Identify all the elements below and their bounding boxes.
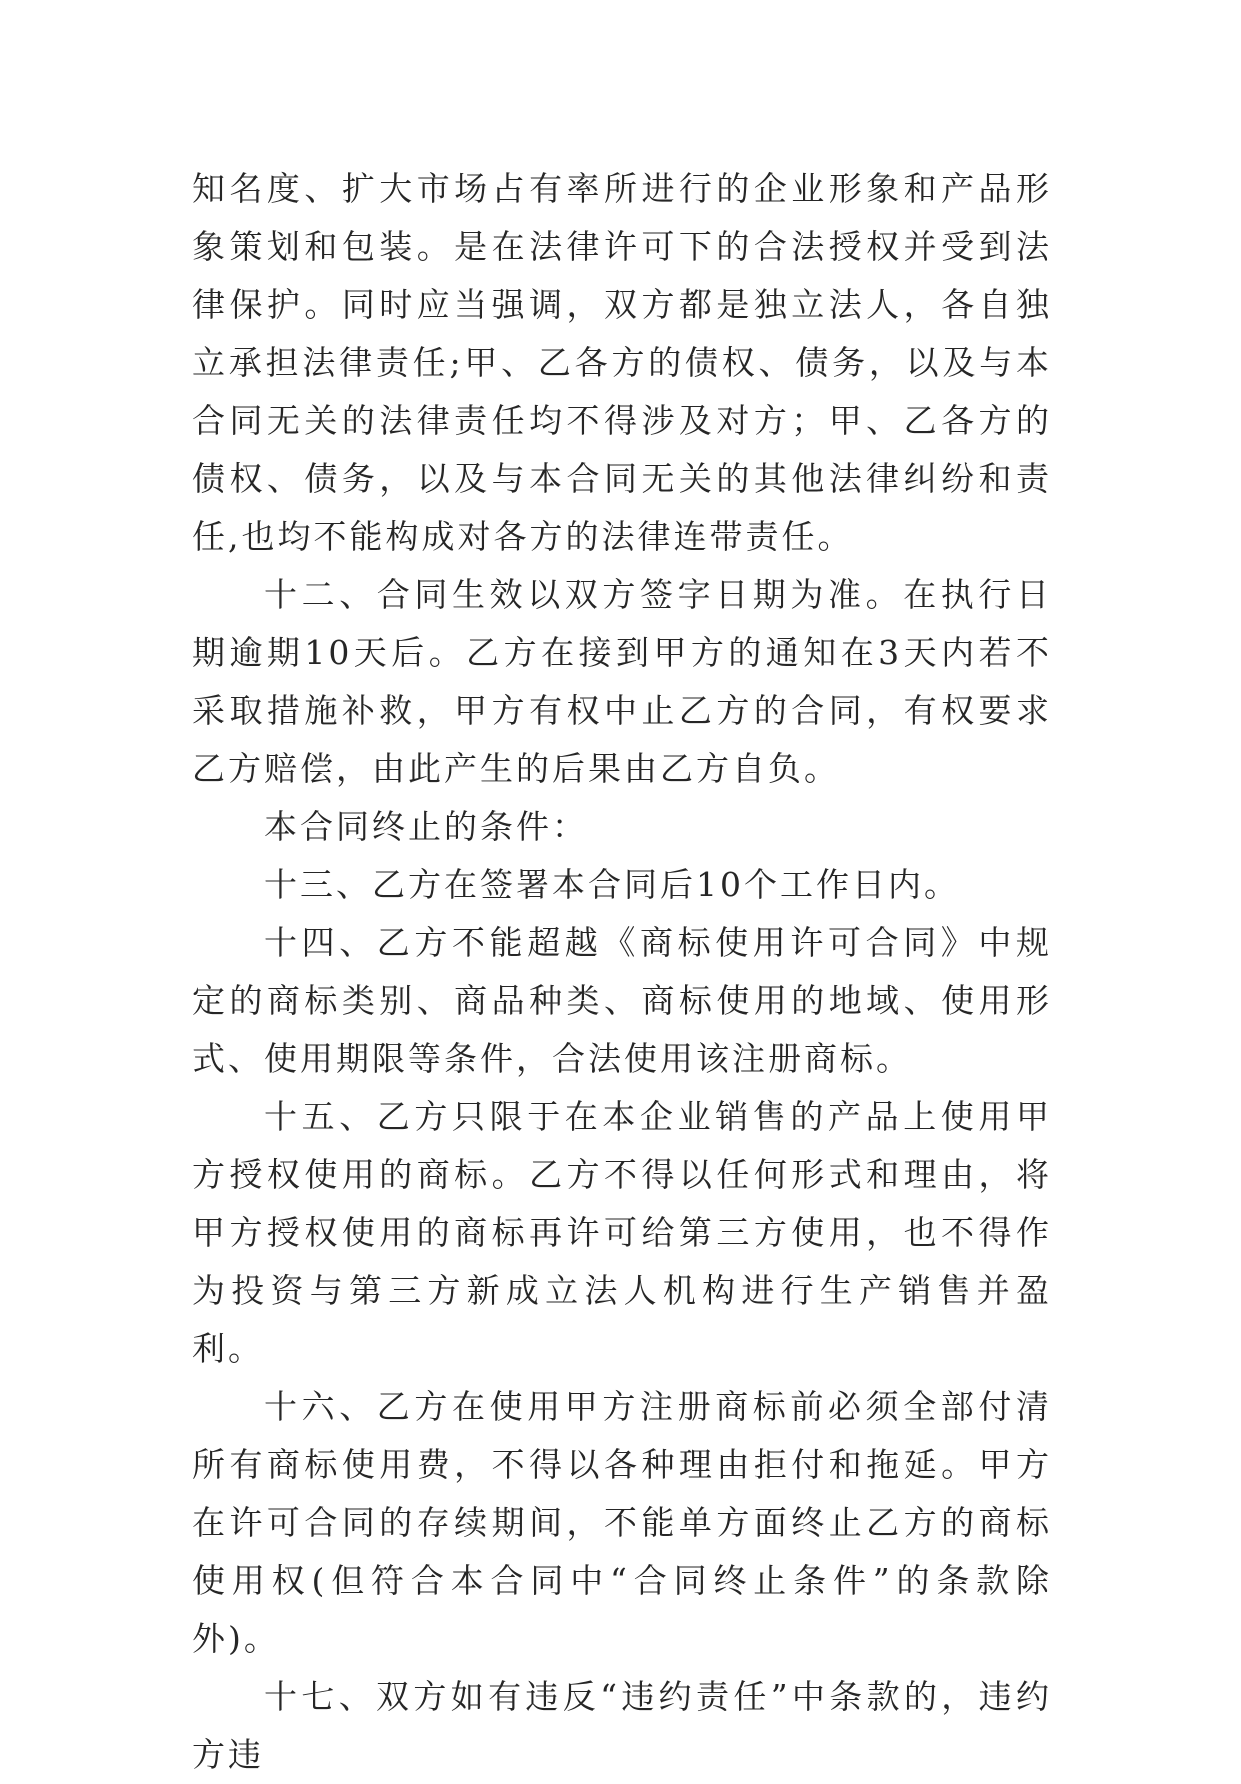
paragraph-clause-15: 十五、乙方只限于在本企业销售的产品上使用甲方授权使用的商标。乙方不得以任何形式和理由，将甲方授权使用的商标再许可给第三方使用，也不得作为投资与第三方新成立法人机构进行生产销售并盈利。 — [192, 1097, 1052, 1368]
document-body — [192, 160, 1052, 1784]
paragraph-continuation: 知名度、扩大市场占有率所进行的企业形象和产品形象策划和包装。是在法律许可下的合法授权并受到法律保护。同时应当强调，双方都是独立法人，各自独立承担法律责任;甲、乙各方的债权、债务，以及与本合同无关的法律责任均不得涉及对方；甲、乙各方的债权、债务，以及与本合同无关的其他法律纠纷和责任,也均不能构成对各方的法律连带责任。 — [192, 169, 1052, 556]
paragraph-clause-13: 十三、乙方在签署本合同后10个工作日内。 — [264, 865, 960, 904]
paragraph-clause-14: 十四、乙方不能超越《商标使用许可合同》中规定的商标类别、商品种类、商标使用的地域、使用形式、使用期限等条件，合法使用该注册商标。 — [192, 923, 1052, 1078]
paragraph-clause-16: 十六、乙方在使用甲方注册商标前必须全部付清所有商标使用费，不得以各种理由拒付和拖延。甲方在许可合同的存续期间，不能单方面终止乙方的商标使用权(但符合本合同中“合同终止条件”的条款除外)。 — [192, 1387, 1052, 1658]
paragraph-clause-17: 十七、双方如有违反“违约责任”中条款的，违约方违 — [192, 1677, 1052, 1774]
paragraph-clause-12: 十二、合同生效以双方签字日期为准。在执行日期逾期10天后。乙方在接到甲方的通知在3天内若不采取措施补救，甲方有权中止乙方的合同，有权要求乙方赔偿，由此产生的后果由乙方自负。 — [192, 575, 1052, 788]
paragraph-termination-heading: 本合同终止的条件： — [264, 807, 588, 846]
